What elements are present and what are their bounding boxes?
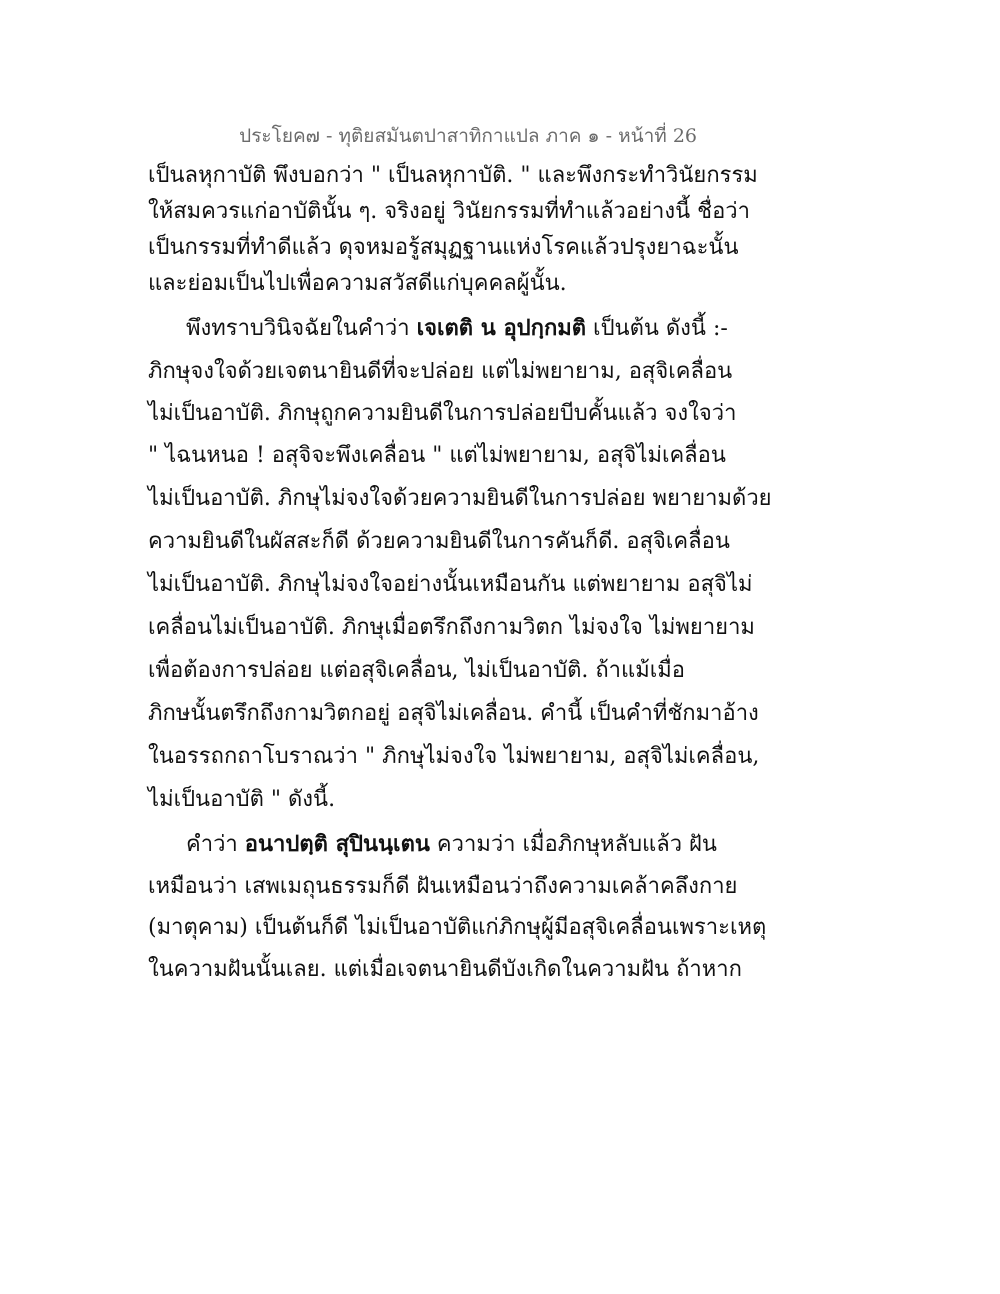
text-line: ไม่เป็นอาบัติ. ภิกษุไม่จงใจอย่างนั้นเหมือนกัน แต่พยายาม อสุจิไม่ — [148, 572, 753, 597]
text-line: ไม่เป็นอาบัติ. ภิกษุไม่จงใจด้วยความยินดีในการปล่อย พยายามด้วย — [148, 486, 772, 511]
running-head: ประโยค๗ - ทุติยสมันตปาสาทิกาแปล ภาค ๑ - หน้าที่ 26 — [239, 125, 697, 147]
text-run: คำว่า — [186, 832, 245, 857]
text-line: ในอรรถกถาโบราณว่า " ภิกษุไม่จงใจ ไม่พยายาม, อสุจิไม่เคลื่อน, — [148, 744, 760, 769]
pali-term: อนาปตฺติ สุปินนฺเตน — [244, 831, 430, 857]
text-run: พึงทราบวินิจฉัยในคำว่า — [186, 316, 417, 341]
paragraph-first-line — [186, 824, 717, 864]
text-line: ไม่เป็นอาบัติ " ดังนี้. — [148, 787, 336, 812]
text-line: ไม่เป็นอาบัติ. ภิกษุถูกความยินดีในการปล่อยบีบคั้นแล้ว จงใจว่า — [148, 401, 737, 426]
text-line: " ไฉนหนอ ! อสุจิจะพึงเคลื่อน " แต่ไม่พยายาม, อสุจิไม่เคลื่อน — [148, 443, 726, 468]
text-line: (มาตุคาม) เป็นต้นก็ดี ไม่เป็นอาบัติแก่ภิกษุผู้มีอสุจิเคลื่อนเพราะเหตุ — [148, 915, 767, 940]
text-line: เคลื่อนไม่เป็นอาบัติ. ภิกษุเมื่อตรึกถึงกามวิตก ไม่จงใจ ไม่พยายาม — [148, 615, 755, 640]
text-line: ความยินดีในผัสสะก็ดี ด้วยความยินดีในการคันก็ดี. อสุจิเคลื่อน — [148, 529, 730, 554]
text-run: ความว่า เมื่อภิกษุหลับแล้ว ฝัน — [429, 832, 717, 857]
pali-term: เจเตติ น อุปกฺกมติ — [416, 315, 587, 341]
text-line: เป็นลหุกาบัติ พึงบอกว่า " เป็นลหุกาบัติ. " และพึงกระทำวินัยกรรม — [148, 163, 758, 188]
text-line: และย่อมเป็นไปเพื่อความสวัสดีแก่บุคคลผู้นั้น. — [148, 271, 567, 296]
text-line: เพื่อต้องการปล่อย แต่อสุจิเคลื่อน, ไม่เป็นอาบัติ. ถ้าแม้เมื่อ — [148, 658, 685, 683]
text-line: ภิกษุจงใจด้วยเจตนายินดีที่จะปล่อย แต่ไม่พยายาม, อสุจิเคลื่อน — [148, 359, 733, 384]
text-line: เป็นกรรมที่ทำดีแล้ว ดุจหมอรู้สมุฏฐานแห่งโรคแล้วปรุงยาฉะนั้น — [148, 235, 739, 260]
text-line: ให้สมควรแก่อาบัตินั้น ๆ. จริงอยู่ วินัยกรรมที่ทำแล้วอย่างนี้ ชื่อว่า — [148, 199, 750, 224]
text-line: เหมือนว่า เสพเมถุนธรรมก็ดี ฝันเหมือนว่าถึงความเคล้าคลึงกาย — [148, 874, 738, 899]
text-line: ภิกษนั้นตรึกถึงกามวิตกอยู่ อสุจิไม่เคลื่อน. คำนี้ เป็นคำที่ชักมาอ้าง — [148, 701, 759, 726]
text-line: ในความฝันนั้นเลย. แต่เมื่อเจตนายินดีบังเกิดในความฝัน ถ้าหาก — [148, 957, 742, 982]
text-run: เป็นต้น ดังนี้ :- — [586, 316, 728, 341]
paragraph-first-line — [186, 308, 728, 348]
